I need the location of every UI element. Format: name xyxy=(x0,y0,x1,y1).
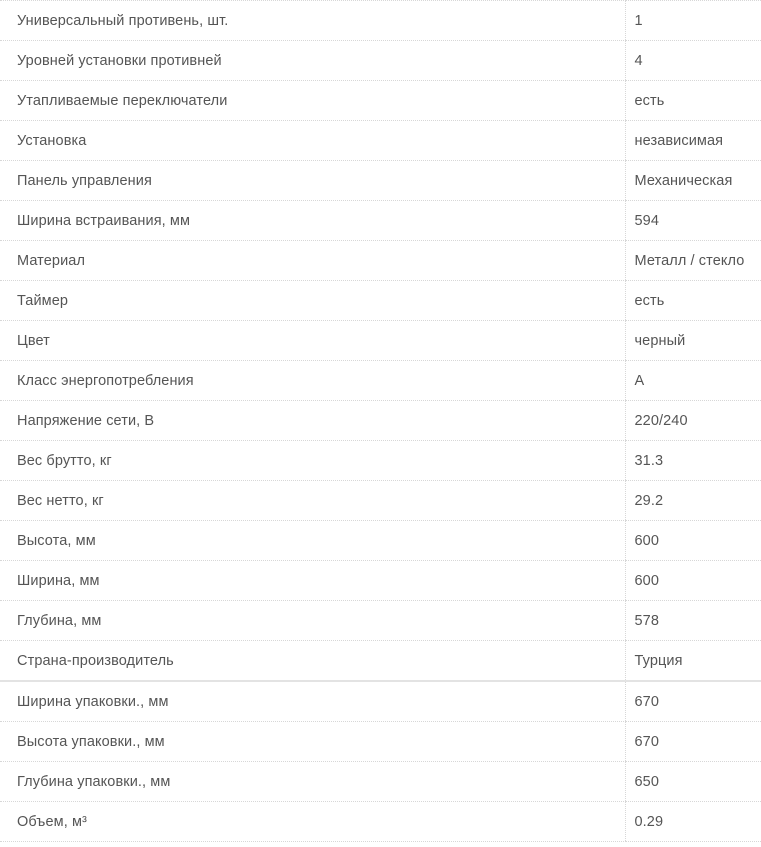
spec-value: 0.29 xyxy=(625,802,761,842)
spec-name: Универсальный противень, шт. xyxy=(0,1,625,41)
spec-value: 1 xyxy=(625,1,761,41)
spec-name: Вес нетто, кг xyxy=(0,481,625,521)
spec-name: Установка xyxy=(0,121,625,161)
spec-value: черный xyxy=(625,321,761,361)
table-row xyxy=(0,561,761,601)
spec-name: Таймер xyxy=(0,281,625,321)
spec-value: A xyxy=(625,361,761,401)
table-row xyxy=(0,321,761,361)
spec-value: Турция xyxy=(625,641,761,682)
spec-value: 4 xyxy=(625,41,761,81)
table-row xyxy=(0,361,761,401)
spec-value: 31.3 xyxy=(625,441,761,481)
table-row xyxy=(0,681,761,722)
table-row xyxy=(0,281,761,321)
spec-value: 220/240 xyxy=(625,401,761,441)
spec-value: 670 xyxy=(625,681,761,722)
spec-name: Класс энергопотребления xyxy=(0,361,625,401)
table-row xyxy=(0,401,761,441)
spec-name: Высота, мм xyxy=(0,521,625,561)
table-row xyxy=(0,641,761,682)
spec-name: Объем, м³ xyxy=(0,802,625,842)
spec-name: Высота упаковки., мм xyxy=(0,722,625,762)
table-row xyxy=(0,41,761,81)
spec-value: 29.2 xyxy=(625,481,761,521)
spec-name: Напряжение сети, В xyxy=(0,401,625,441)
spec-value: 578 xyxy=(625,601,761,641)
spec-name: Панель управления xyxy=(0,161,625,201)
spec-value: 650 xyxy=(625,762,761,802)
spec-name: Глубина, мм xyxy=(0,601,625,641)
spec-value: есть xyxy=(625,81,761,121)
spec-value: Механическая xyxy=(625,161,761,201)
spec-name: Глубина упаковки., мм xyxy=(0,762,625,802)
table-row xyxy=(0,802,761,842)
table-row xyxy=(0,481,761,521)
spec-name: Ширина, мм xyxy=(0,561,625,601)
spec-value: независимая xyxy=(625,121,761,161)
table-row xyxy=(0,201,761,241)
spec-name: Ширина упаковки., мм xyxy=(0,681,625,722)
table-row xyxy=(0,601,761,641)
spec-value: 600 xyxy=(625,521,761,561)
spec-name: Ширина встраивания, мм xyxy=(0,201,625,241)
spec-value: Металл / стекло xyxy=(625,241,761,281)
table-row xyxy=(0,121,761,161)
table-row xyxy=(0,1,761,41)
table-row xyxy=(0,161,761,201)
spec-name: Уровней установки противней xyxy=(0,41,625,81)
table-row xyxy=(0,521,761,561)
spec-name: Материал xyxy=(0,241,625,281)
table-row xyxy=(0,81,761,121)
table-row xyxy=(0,722,761,762)
table-row xyxy=(0,441,761,481)
spec-name: Страна-производитель xyxy=(0,641,625,682)
spec-value: есть xyxy=(625,281,761,321)
table-row xyxy=(0,241,761,281)
spec-name: Утапливаемые переключатели xyxy=(0,81,625,121)
spec-name: Вес брутто, кг xyxy=(0,441,625,481)
spec-value: 594 xyxy=(625,201,761,241)
table-row xyxy=(0,762,761,802)
spec-value: 600 xyxy=(625,561,761,601)
spec-name: Цвет xyxy=(0,321,625,361)
spec-value: 670 xyxy=(625,722,761,762)
